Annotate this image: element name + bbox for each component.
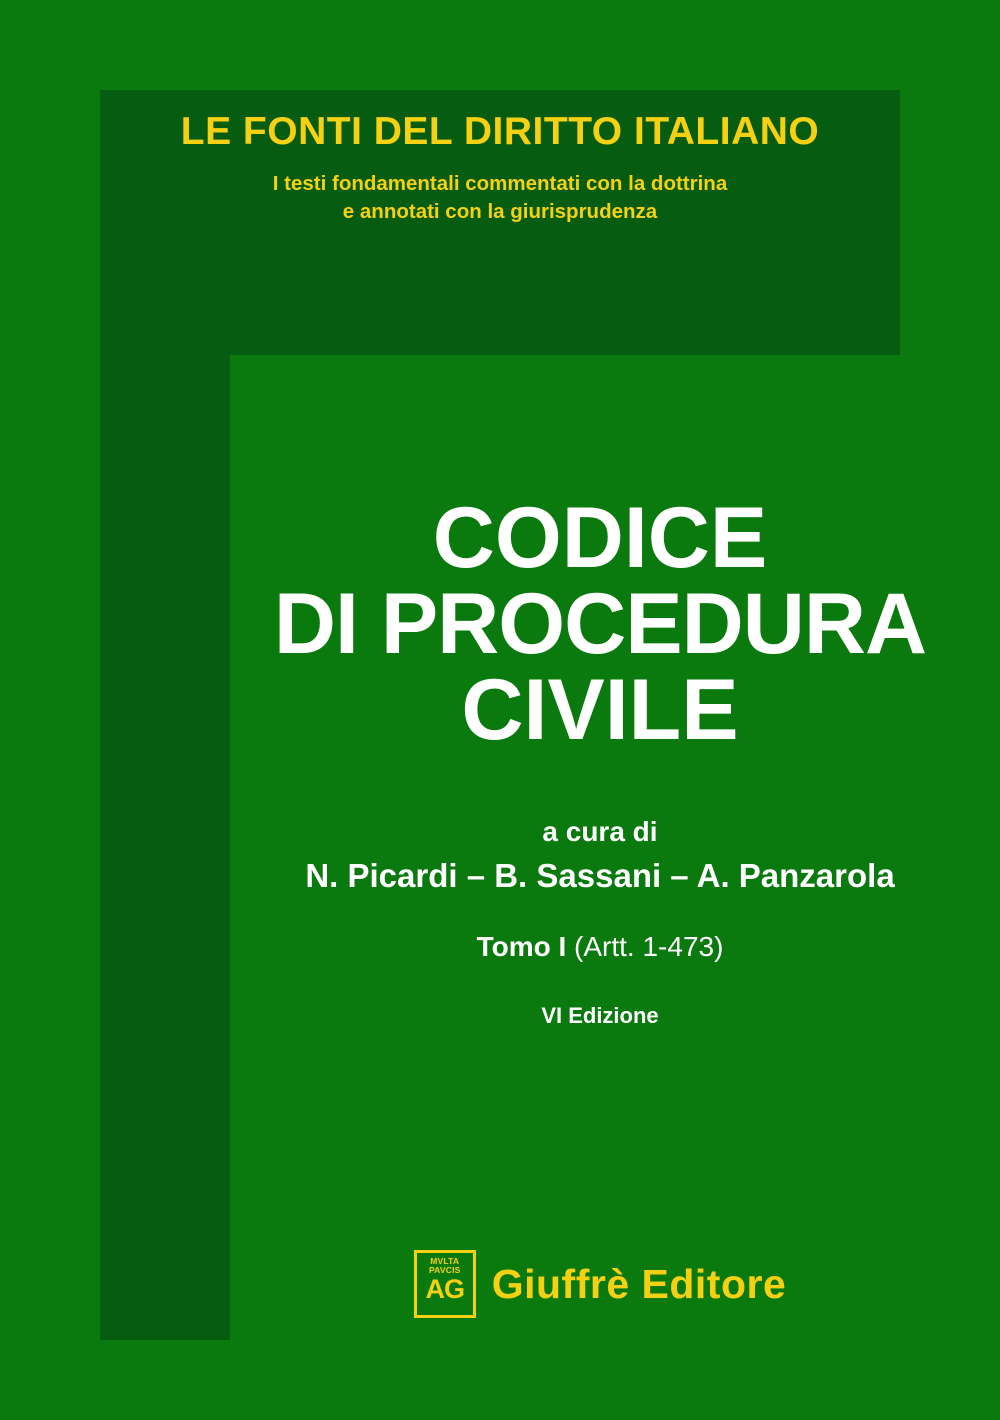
logo-motto-line2: PAVCIS bbox=[428, 1264, 461, 1275]
giuffre-logo-icon bbox=[414, 1250, 476, 1318]
cover-light-panel bbox=[230, 355, 970, 1420]
series-subtitle-line2: e annotati con la giurisprudenza bbox=[342, 199, 658, 223]
series-subtitle-line1: I testi fondamentali commentati con la dottrina bbox=[272, 171, 728, 195]
series-header bbox=[100, 90, 900, 265]
series-subtitle bbox=[273, 170, 727, 225]
logo-motto bbox=[429, 1257, 461, 1275]
book-title-line2: DI PROCEDURA bbox=[273, 576, 927, 672]
book-title-line3: CIVILE bbox=[461, 662, 739, 758]
volume-range: (Artt. 1-473) bbox=[566, 930, 724, 962]
editors-block bbox=[230, 815, 970, 1029]
edition-label: VI Edizione bbox=[541, 1002, 659, 1028]
book-title bbox=[230, 490, 970, 758]
publisher-name: Giuffrè Editore bbox=[491, 1260, 787, 1307]
volume-info bbox=[230, 931, 970, 963]
cover-dark-panel bbox=[100, 90, 927, 1340]
edited-by-label: a cura di bbox=[542, 816, 658, 847]
volume-label: Tomo I bbox=[476, 930, 567, 962]
publisher-block bbox=[230, 1250, 970, 1318]
logo-initials: AG bbox=[425, 1273, 464, 1304]
series-title: LE FONTI DEL DIRITTO ITALIANO bbox=[180, 110, 820, 153]
book-title-line1: CODICE bbox=[432, 490, 768, 586]
logo-motto-line1: MVLTA bbox=[430, 1256, 460, 1266]
editors-names: N. Picardi – B. Sassani – A. Panzarola bbox=[305, 856, 895, 894]
